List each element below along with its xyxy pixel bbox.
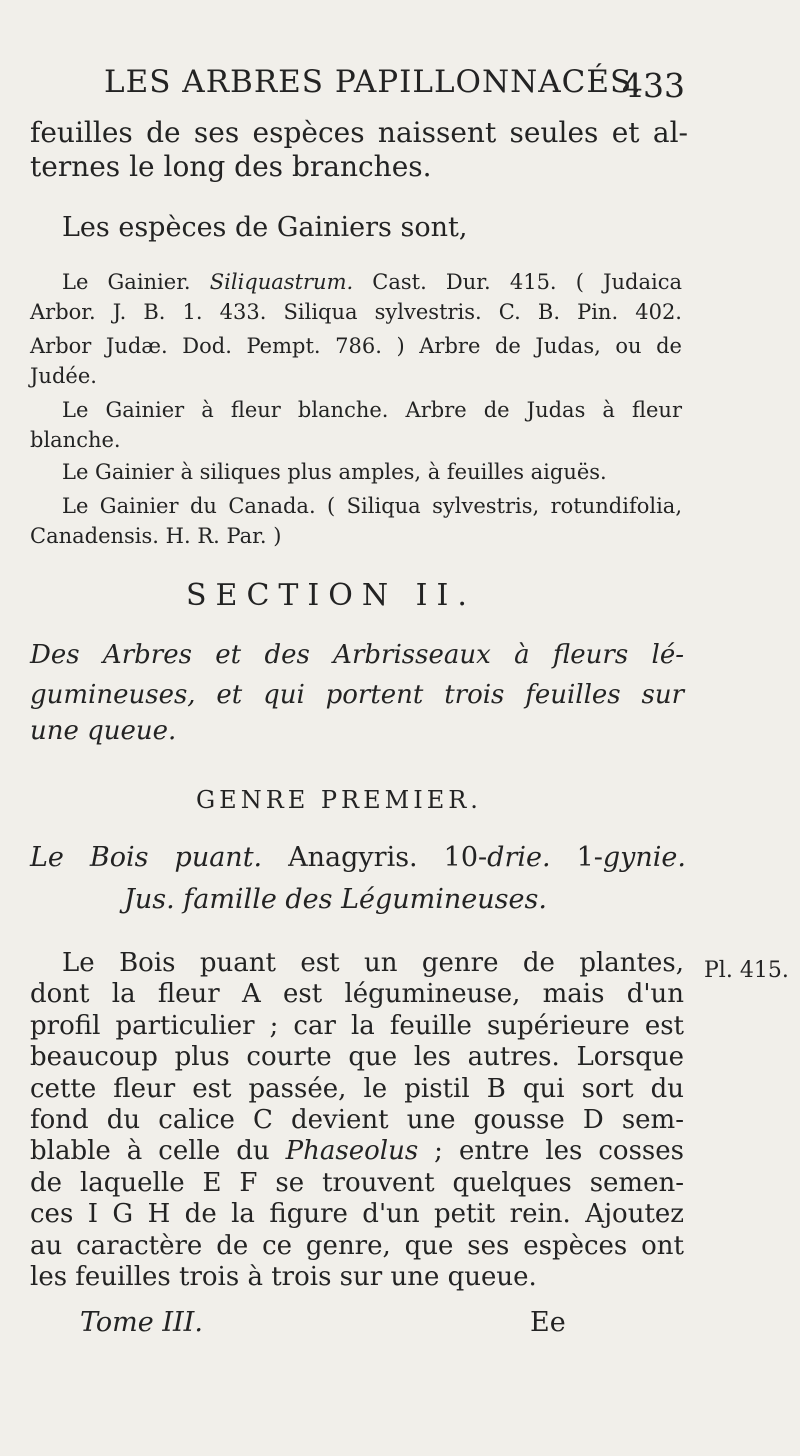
intro-line: ternes le long des branches. <box>30 150 432 183</box>
body-line <box>30 1074 684 1104</box>
text-segment: Canadensis. H. R. Par. ) <box>30 524 282 548</box>
text-segment: 1- <box>550 842 603 873</box>
text-segment: ces I G H de la figure d'un petit rein. Ajoutez <box>30 1199 684 1229</box>
section-subtitle-line: gumineuses, et qui portent trois feuilles sur <box>30 680 684 710</box>
species-line <box>30 428 121 452</box>
text-segment: les feuilles trois à trois sur une queue. <box>30 1262 537 1292</box>
species-line <box>62 494 682 518</box>
section-subtitle-line: Des Arbres et des Arbrisseaux à fleurs lé- <box>30 640 684 670</box>
body-line <box>30 1199 684 1229</box>
species-line <box>30 334 682 358</box>
intro-line: feuilles de ses espèces naissent seules et al- <box>30 116 688 149</box>
genre-family: Jus. famille des Légumineuses. <box>124 884 547 915</box>
text-segment: de laquelle E F se trouvent quelques semen- <box>30 1168 684 1198</box>
body-line <box>30 979 684 1009</box>
body-line <box>30 1042 684 1072</box>
italic-text: Siliquastrum. <box>209 270 354 294</box>
italic-text: gynie. <box>602 842 686 873</box>
volume-label: Tome III. <box>80 1307 203 1338</box>
running-title: LES ARBRES PAPILLONNACÉS. <box>104 64 642 100</box>
text-segment: profil particulier ; car la feuille supérieure est <box>30 1011 684 1041</box>
text-segment: Le Gainier. <box>62 270 210 294</box>
text-segment: beaucoup plus courte que les autres. Lorsque <box>30 1042 684 1072</box>
text-segment: dont la fleur A est légumineuse, mais d'un <box>30 979 684 1009</box>
text-segment: Le Gainier à siliques plus amples, à feuilles aiguës. <box>62 460 607 484</box>
body-line <box>30 1231 684 1261</box>
page-number: 433 <box>622 66 685 105</box>
text-segment: Le Gainier du Canada. ( Siliqua sylvestris, rotundifolia, <box>62 494 682 518</box>
italic-text: drie. <box>487 842 551 873</box>
species-line <box>62 270 682 294</box>
genre-title <box>30 842 686 873</box>
italic-text: Phaseolus <box>285 1136 419 1166</box>
body-line <box>30 1262 537 1292</box>
species-line <box>62 398 682 422</box>
text-segment: fond du calice C devient une gousse D sem- <box>30 1105 684 1135</box>
body-line <box>30 1136 684 1166</box>
text-segment: Cast. Dur. 415. ( Judaica <box>353 270 683 294</box>
text-segment: Arbor Judæ. Dod. Pempt. 786. ) Arbre de Judas, ou de <box>30 334 682 358</box>
italic-text: Le Bois puant. <box>30 842 263 873</box>
section-subtitle-line: une queue. <box>30 716 177 746</box>
signature-mark: Ee <box>530 1307 566 1338</box>
section-heading: SECTION II. <box>186 578 476 613</box>
text-segment: blanche. <box>30 428 121 452</box>
species-line <box>62 460 607 484</box>
body-line <box>62 948 684 978</box>
species-line <box>30 300 682 324</box>
body-line <box>30 1168 684 1198</box>
species-line <box>30 524 281 548</box>
body-line <box>30 1011 684 1041</box>
species-line <box>30 364 97 388</box>
text-segment: cette fleur est passée, le pistil B qui sort du <box>30 1074 684 1104</box>
text-segment: Anagyris. 10- <box>262 842 488 873</box>
species-heading: Les espèces de Gainiers sont, <box>62 212 468 243</box>
genre-heading: GENRE PREMIER. <box>196 786 482 814</box>
text-segment: Arbor. J. B. 1. 433. Siliqua sylvestris. C. B. Pin. 402. <box>30 300 682 324</box>
body-line <box>30 1105 684 1135</box>
text-segment: Le Bois puant est un genre de plantes, <box>62 948 684 978</box>
text-segment: Le Gainier à fleur blanche. Arbre de Judas à fleur <box>62 398 682 422</box>
text-segment: blable à celle du <box>30 1136 286 1166</box>
text-segment: au caractère de ce genre, que ses espèces ont <box>30 1231 684 1261</box>
text-segment: Judée. <box>30 364 97 388</box>
plate-reference: Pl. 415. <box>704 958 789 983</box>
text-segment: ; entre les cosses <box>418 1136 684 1166</box>
